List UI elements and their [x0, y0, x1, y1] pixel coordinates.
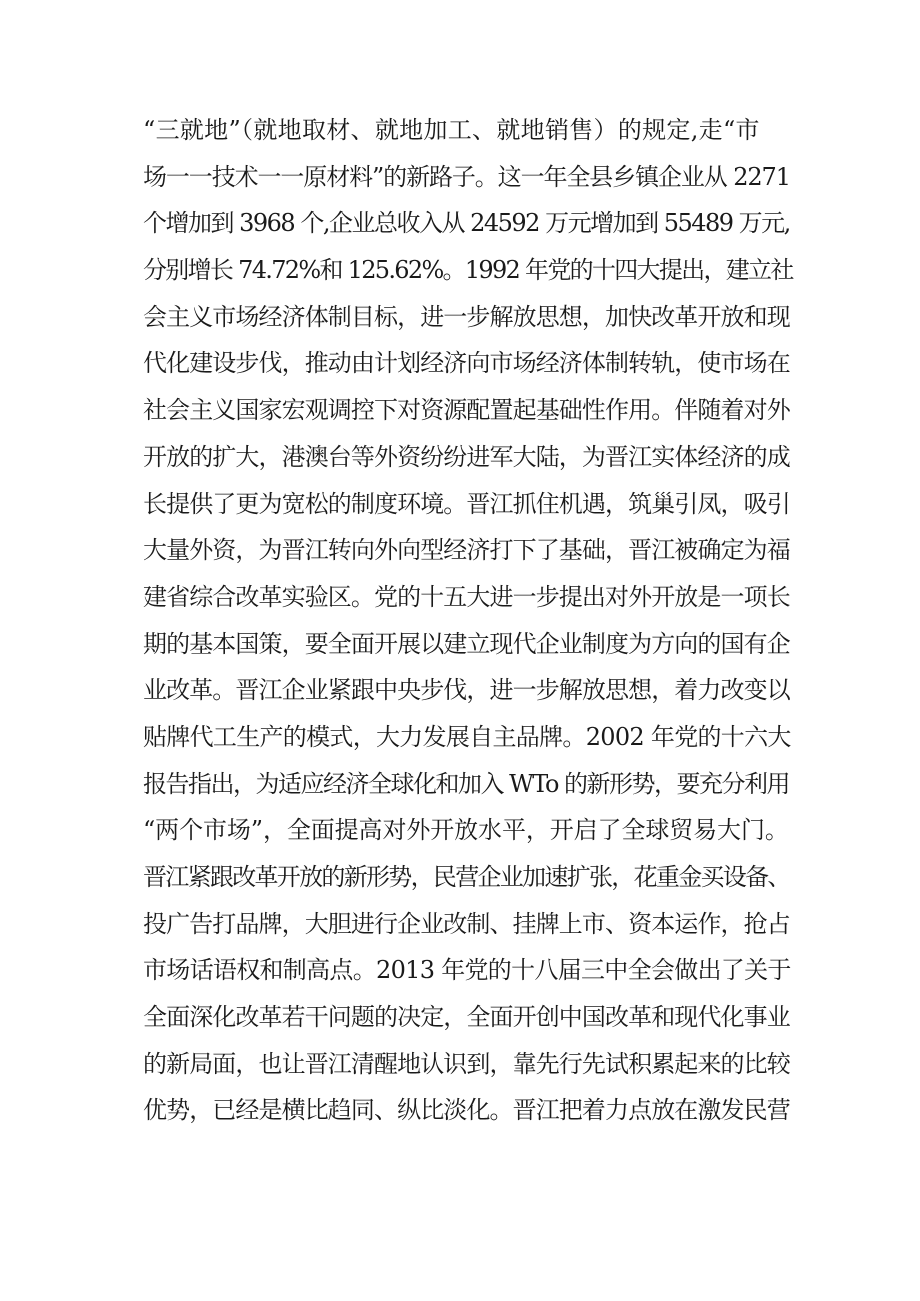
text-line: 全面深化改革若干问题的决定，全面开创中国改革和现代化事业: [143, 1003, 790, 1032]
text-line: 建省综合改革实验区。党的十五大进一步提出对外开放是一项长: [143, 582, 790, 611]
text-line: 分别增长 74.72%和 125.62%。1992 年党的十四大提出，建立社: [143, 256, 793, 285]
text-line: 大量外资，为晋江转向外向型经济打下了基础，晋江被确定为福: [143, 536, 790, 565]
text-line: 市场话语权和制高点。2013 年党的十八届三中全会做出了关于: [143, 956, 791, 985]
text-line: 开放的扩大，港澳台等外资纷纷进军大陆，为晋江实体经济的成: [143, 442, 790, 471]
body-text: [143, 107, 793, 1134]
text-line: 长提供了更为宽松的制度环境。晋江抓住机遇，筑巢引凤，吸引: [143, 489, 790, 518]
text-line: 贴牌代工生产的模式，大力发展自主品牌。2002 年党的十六大: [143, 722, 791, 751]
text-line: 代化建设步伐，推动由计划经济向市场经济体制转轨，使市场在: [143, 349, 790, 378]
text-line: 业改革。晋江企业紧跟中央步伐，进一步解放思想，着力改变以: [143, 676, 790, 705]
text-line: 报告指出，为适应经济全球化和加入 WTo 的新形势，要充分利用: [143, 769, 790, 798]
text-line: 个增加到 3968 个,企业总收入从 24592 万元增加到 55489 万元,: [143, 209, 790, 238]
text-line: 社会主义国家宏观调控下对资源配置起基础性作用。伴随着对外: [143, 396, 790, 425]
text-line: 场一一技术一一原材料”的新路子。这一年全县乡镇企业从 2271: [143, 162, 790, 191]
text-line: 投广告打品牌，大胆进行企业改制、挂牌上市、资本运作，抢占: [143, 909, 790, 938]
text-line: 晋江紧跟改革开放的新形势，民营企业加速扩张，花重金买设备、: [143, 863, 790, 891]
text-line: “两个市场”，全面提高对外开放水平，开启了全球贸易大门。: [143, 816, 789, 845]
text-line: 的新局面，也让晋江清醒地认识到，靠先行先试积累起来的比较: [143, 1049, 790, 1078]
text-line: 优势，已经是横比趋同、纵比淡化。晋江把着力点放在激发民营: [143, 1096, 790, 1125]
text-line: “三就地”（就地取材、就地加工、就地销售）的规定,走“市: [143, 116, 760, 144]
text-line: 期的基本国策，要全面开展以建立现代企业制度为方向的国有企: [143, 629, 790, 658]
text-line: 会主义市场经济体制目标，进一步解放思想，加快改革开放和现: [143, 302, 790, 331]
